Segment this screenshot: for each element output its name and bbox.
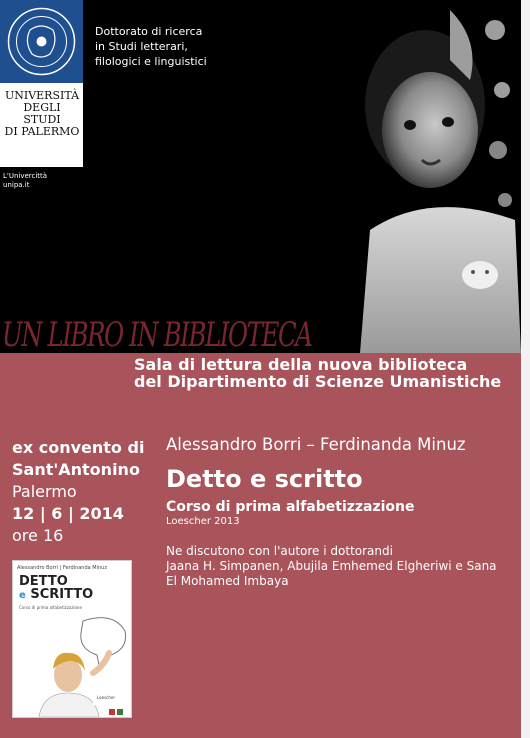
- cover-subtitle: Corso di prima alfabetizzazione: [19, 605, 82, 610]
- event-date: 12 | 6 | 2014: [12, 504, 124, 523]
- discussion-line: Ne discutono con l'autore i dottorandi: [166, 544, 393, 558]
- cover-illustration: [13, 613, 131, 717]
- university-seal-icon: [0, 0, 83, 83]
- book-publisher: Loescher 2013: [166, 516, 240, 527]
- unipa-url: unipa.it: [3, 181, 30, 189]
- venue-description: [134, 356, 519, 390]
- university-name-line: DI PALERMO: [4, 125, 80, 138]
- doctorate-line: Dottorato di ricerca: [95, 25, 203, 38]
- city: Palermo: [12, 482, 77, 501]
- cover-title-top: DETTO: [19, 574, 68, 589]
- poster-top-band: [0, 0, 521, 353]
- venue-line: del Dipartimento di Scienze Umanistiche: [134, 372, 502, 391]
- book-subtitle: Corso di prima alfabetizzazione: [166, 499, 415, 515]
- university-name: [4, 90, 80, 138]
- cover-publisher: Loescher: [97, 695, 115, 700]
- place-line-1: ex convento di: [12, 438, 145, 457]
- place-line-2: Sant'Antonino: [12, 460, 140, 479]
- doctorate-line: filologici e linguistici: [95, 55, 207, 68]
- page-edge: [521, 0, 530, 738]
- discussion-line: Jaana H. Simpanen, Abujila Emhemed Elgheriwi e Sana: [166, 559, 497, 573]
- event-headline: UN LIBRO IN BIBLIOTECA: [2, 315, 312, 355]
- discussion-line: El Mohamed Imbaya: [166, 574, 289, 588]
- event-place-date: [12, 437, 162, 547]
- unipa-label: [3, 172, 47, 190]
- cover-title-e: e: [19, 590, 26, 601]
- cover-authors: Alessandro Borri | Ferdinanda Minuz: [17, 565, 107, 571]
- book-title: Detto e scritto: [166, 465, 363, 493]
- cover-title: [19, 575, 93, 602]
- university-name-line: UNIVERSITÀ: [4, 89, 80, 102]
- event-time: ore 16: [12, 526, 64, 545]
- university-logo: [0, 0, 83, 167]
- book-authors: Alessandro Borri – Ferdinanda Minuz: [166, 435, 466, 454]
- venue-line: Sala di lettura della nuova biblioteca: [134, 355, 468, 374]
- doctorate-line: in Studi letterari,: [95, 40, 188, 53]
- cover-title-bottom: [19, 588, 93, 602]
- child-photo: [330, 0, 521, 353]
- book-cover-image: [12, 560, 132, 718]
- university-name-line: DEGLI STUDI: [23, 101, 61, 126]
- cover-title-word: SCRITTO: [30, 587, 94, 602]
- discussion-text: [166, 544, 521, 589]
- unipa-tagline: L'Univercittà: [3, 172, 48, 180]
- doctorate-label: [95, 24, 215, 69]
